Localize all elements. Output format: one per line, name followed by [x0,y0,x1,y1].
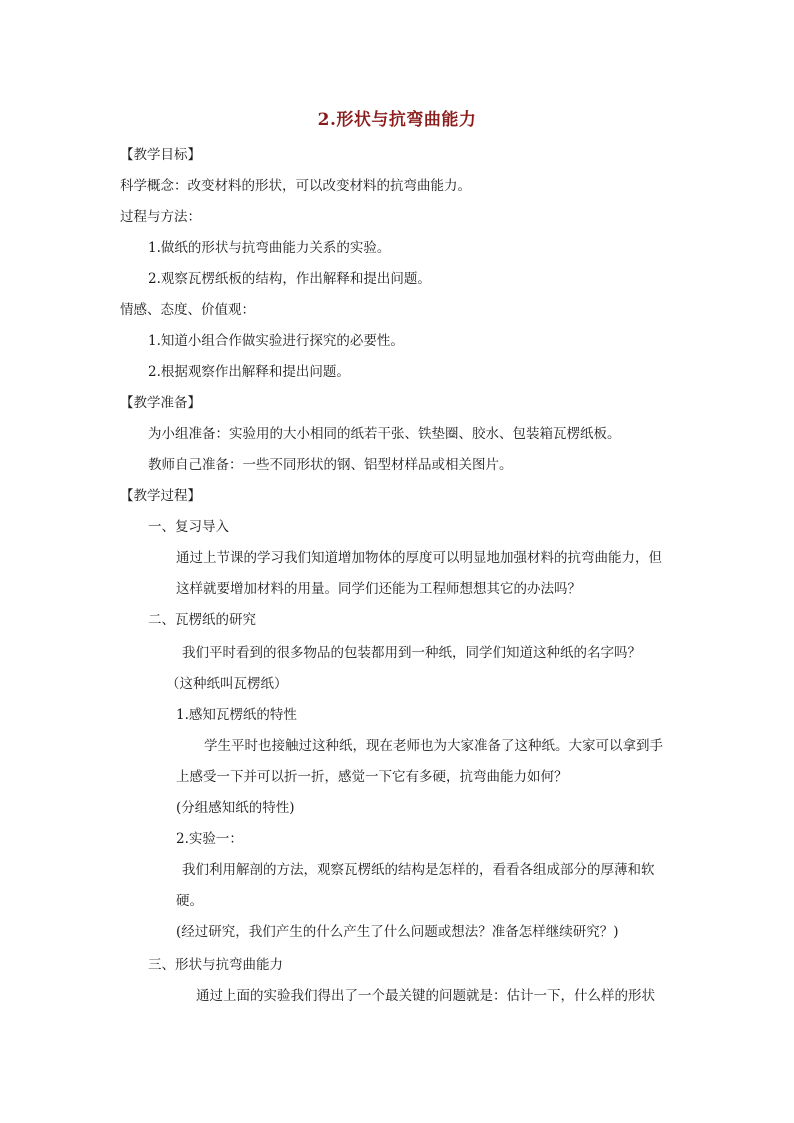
subheading-review: 一、复习导入 [148,519,229,535]
paragraph-experiment-question: (经过研究，我们产生的什么产生了什么问题或想法？准备怎样继续研究？) [176,924,619,940]
list-item-method-1: 1.做纸的形状与抗弯曲能力关系的实验。 [148,240,391,256]
paragraph-review-1: 通过上节课的学习我们知道增加物体的厚度可以明显地加强材料的抗弯曲能力，但 [176,550,662,566]
subheading-experiment-1: 2.实验一： [176,831,243,847]
list-item-attitude-2: 2.根据观察作出解释和提出问题。 [148,364,350,380]
paragraph-experiment-2: 硬。 [176,893,203,909]
paragraph-experiment-1: 我们利用解剖的方法，观察瓦楞纸的结构是怎样的，看看各组成部分的厚薄和软 [182,862,655,878]
paragraph-review-2: 这样就要增加材料的用量。同学们还能为工程师想想其它的办法吗？ [176,581,581,597]
paragraph-group-perceive: (分组感知纸的特性) [176,800,295,816]
paragraph-process-method: 过程与方法： [120,209,201,225]
paragraph-shape-bending: 通过上面的实验我们得出了一个最关键的问题就是：估计一下，什么样的形状 [196,988,655,1004]
list-item-attitude-1: 1.知道小组合作做实验进行探究的必要性。 [148,333,404,349]
paragraph-attitude-values: 情感、态度、价值观： [120,302,255,318]
paragraph-corrugated-question: 我们平时看到的很多物品的包装都用到一种纸，同学们知道这种纸的名字吗？ [182,645,641,661]
list-item-method-2: 2.观察瓦楞纸板的结构，作出解释和提出问题。 [148,271,431,287]
paragraph-science-concept: 科学概念：改变材料的形状，可以改变材料的抗弯曲能力。 [120,178,471,194]
heading-teaching-process: 【教学过程】 [120,488,201,504]
paragraph-perceive-1: 学生平时也接触过这种纸，现在老师也为大家准备了这种纸。大家可以拿到手 [204,738,663,754]
subheading-shape-bending: 三、形状与抗弯曲能力 [148,957,283,973]
paragraph-perceive-2: 上感受一下并可以折一折，感觉一下它有多硬，抗弯曲能力如何？ [176,769,568,785]
paragraph-corrugated-answer: （这种纸叫瓦楞纸） [166,676,288,692]
paragraph-group-preparation: 为小组准备：实验用的大小相同的纸若干张、铁垫圈、胶水、包装箱瓦楞纸板。 [148,426,621,442]
heading-teaching-goals: 【教学目标】 [120,147,201,163]
subheading-perceive-properties: 1.感知瓦楞纸的特性 [176,707,297,723]
document-title: 2.形状与抗弯曲能力 [317,110,477,130]
paragraph-teacher-preparation: 教师自己准备：一些不同形状的钢、铝型材样品或相关图片。 [148,457,513,473]
subheading-corrugated-research: 二、瓦楞纸的研究 [148,612,256,628]
heading-teaching-preparation: 【教学准备】 [120,395,201,411]
